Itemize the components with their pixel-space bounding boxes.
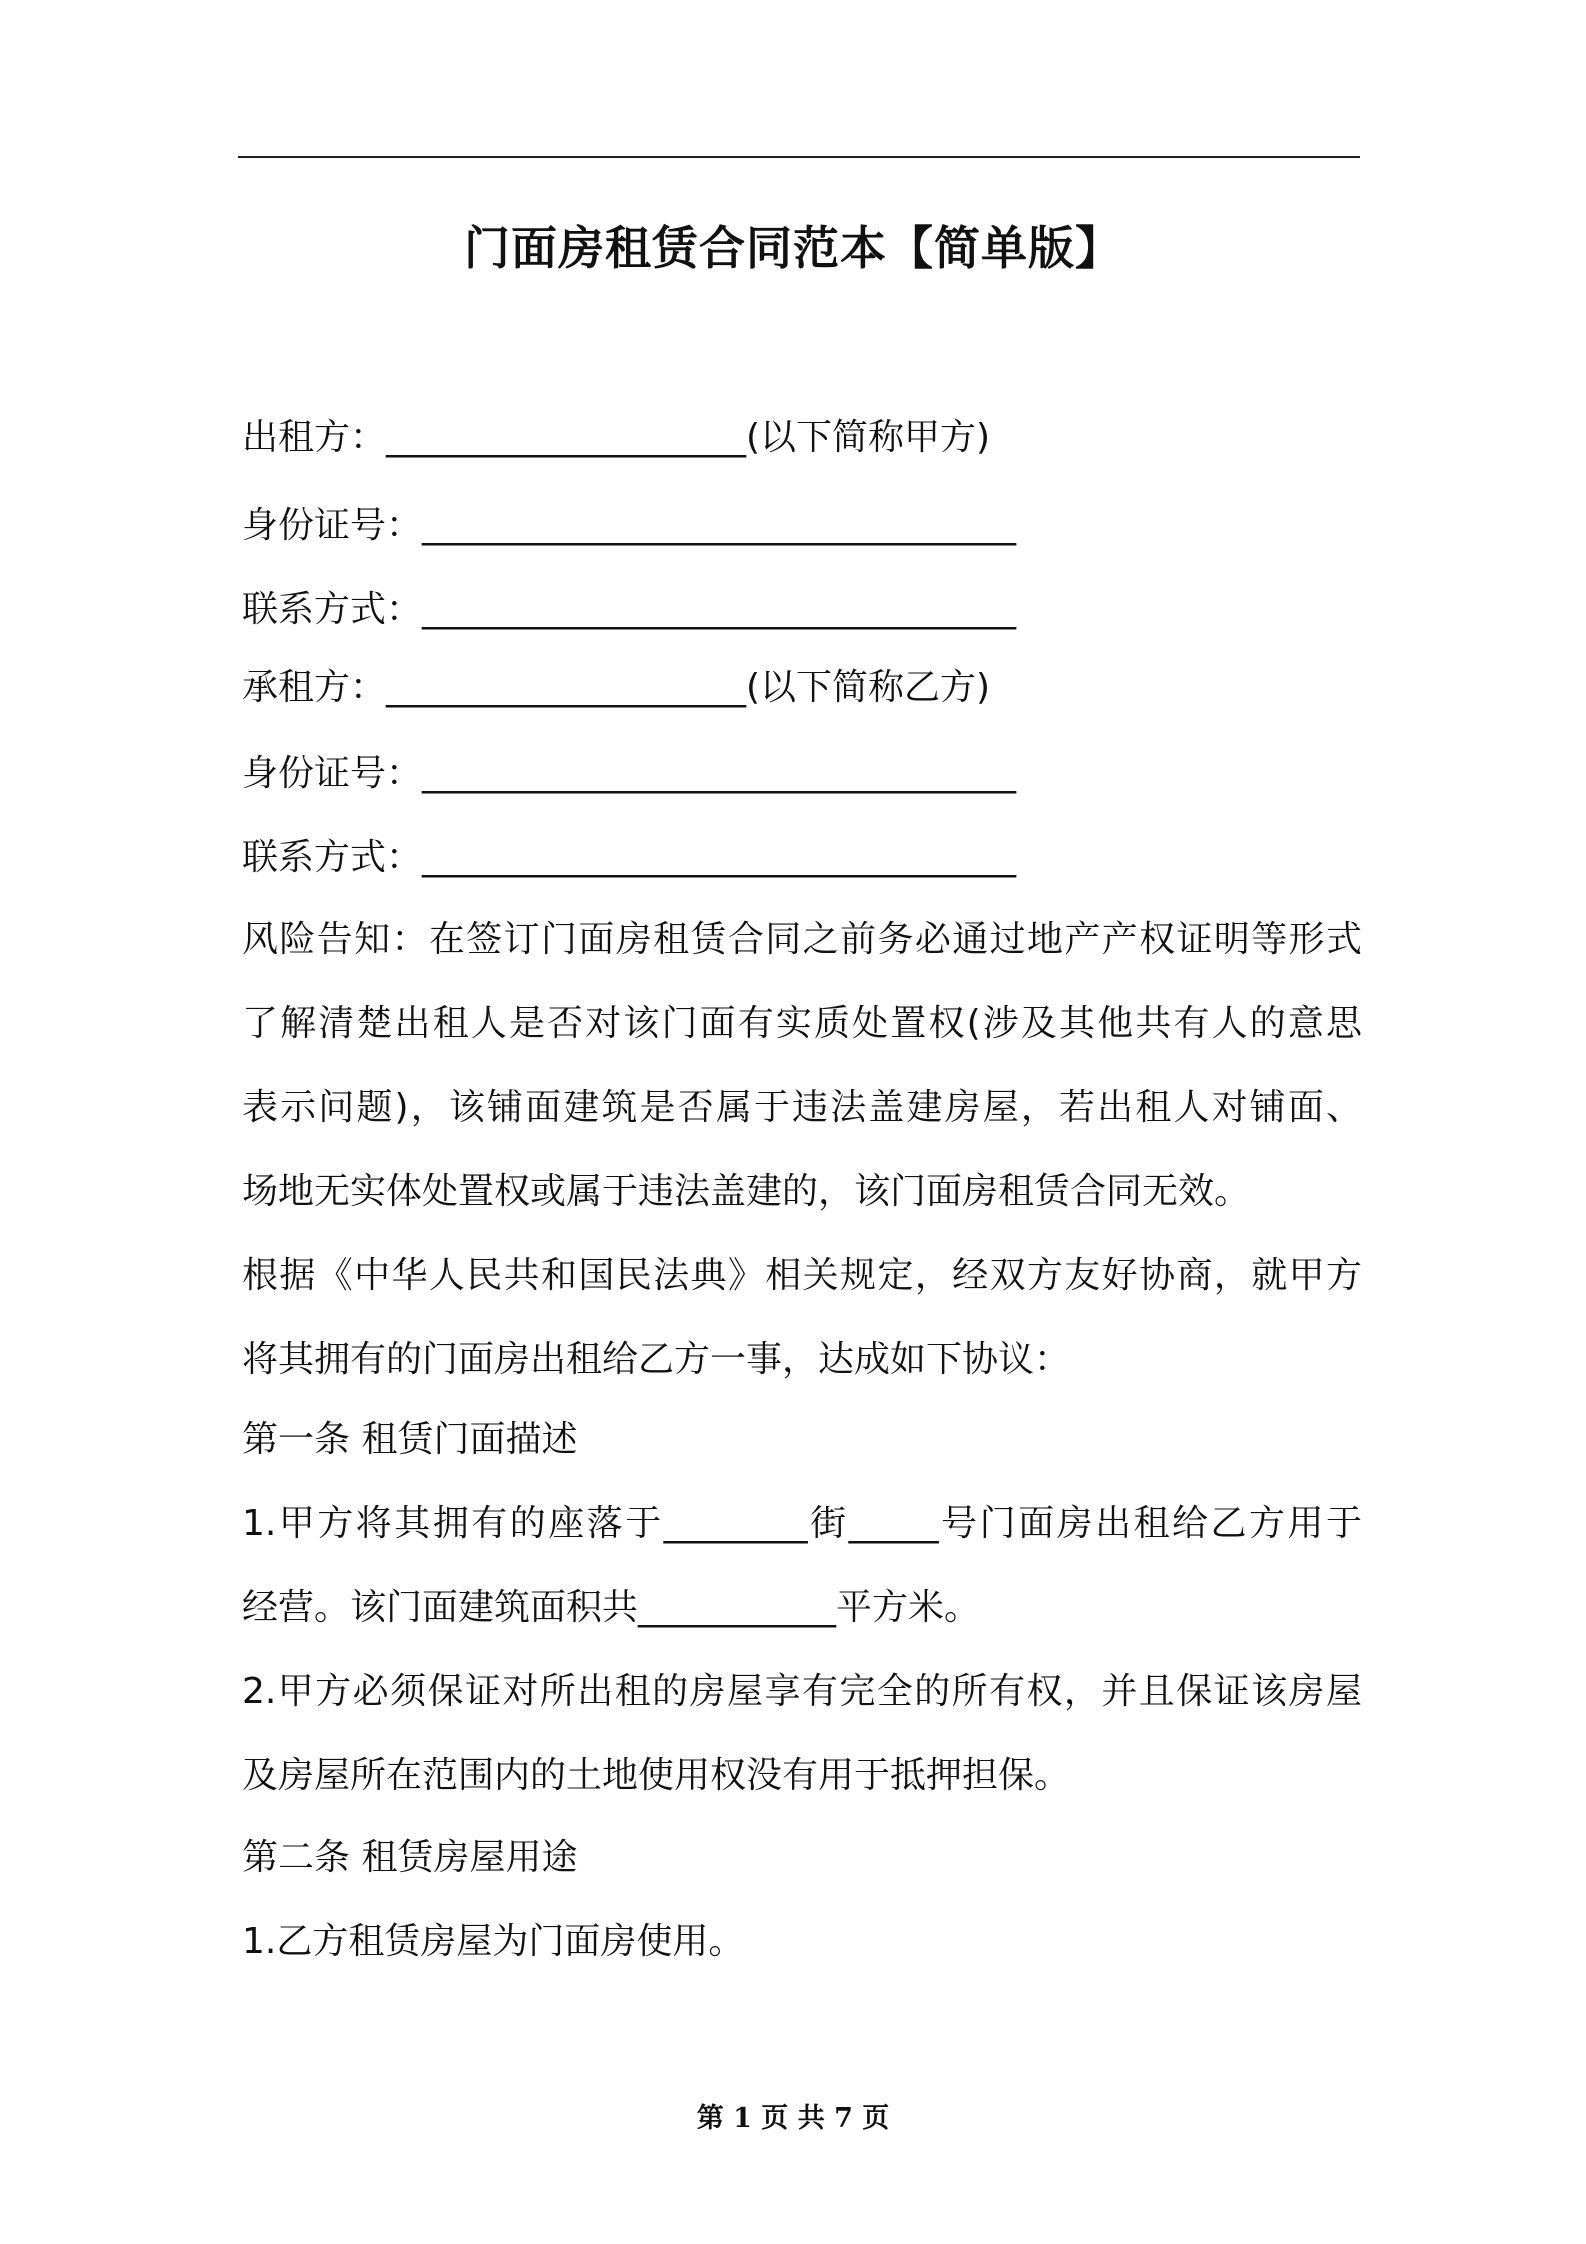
article-1-clause-2-line-1: 2.甲方必须保证对所出租的房屋享有完全的所有权，并且保证该房屋 [242, 1671, 1362, 1712]
risk-notice-line-1: 风险告知：在签订门面房租赁合同之前务必通过地产产权证明等形式 [242, 919, 1362, 960]
landlord-id-line: 身份证号：_________________________________ [242, 505, 1017, 546]
document-title: 门面房租赁合同范本【简单版】 [464, 221, 1122, 275]
preamble-line-2: 将其拥有的门面房出租给乙方一事，达成如下协议： [242, 1339, 1071, 1380]
article-1-clause-1-line-1: 1.甲方将其拥有的座落于________街_____号门面房出租给乙方用于 [242, 1503, 1362, 1544]
landlord-line: 出租方：____________________(以下简称甲方) [242, 417, 991, 458]
risk-notice-line-4: 场地无实体处置权或属于违法盖建的，该门面房租赁合同无效。 [242, 1171, 1251, 1212]
article-2-heading: 第二条 租赁房屋用途 [242, 1837, 578, 1878]
page-number: 第 1 页 共 7 页 [696, 2103, 890, 2134]
article-1-clause-1-line-2: 经营。该门面建筑面积共___________平方米。 [242, 1587, 981, 1628]
article-1-heading: 第一条 租赁门面描述 [242, 1419, 578, 1460]
risk-notice-line-2: 了解清楚出租人是否对该门面有实质处置权(涉及其他共有人的意思 [242, 1003, 1362, 1044]
tenant-contact-line: 联系方式：_________________________________ [242, 837, 1017, 878]
article-1-clause-2-line-2: 及房屋所在范围内的土地使用权没有用于抵押担保。 [242, 1755, 1071, 1796]
article-2-clause-1: 1.乙方租赁房屋为门面房使用。 [242, 1921, 745, 1962]
landlord-contact-line: 联系方式：_________________________________ [242, 589, 1017, 630]
tenant-id-line: 身份证号：_________________________________ [242, 753, 1017, 794]
tenant-line: 承租方：____________________(以下简称乙方) [242, 667, 991, 708]
preamble-line-1: 根据《中华人民共和国民法典》相关规定，经双方友好协商，就甲方 [242, 1255, 1362, 1296]
risk-notice-line-3: 表示问题)，该铺面建筑是否属于违法盖建房屋，若出租人对铺面、 [242, 1087, 1362, 1128]
header-rule [238, 156, 1360, 158]
